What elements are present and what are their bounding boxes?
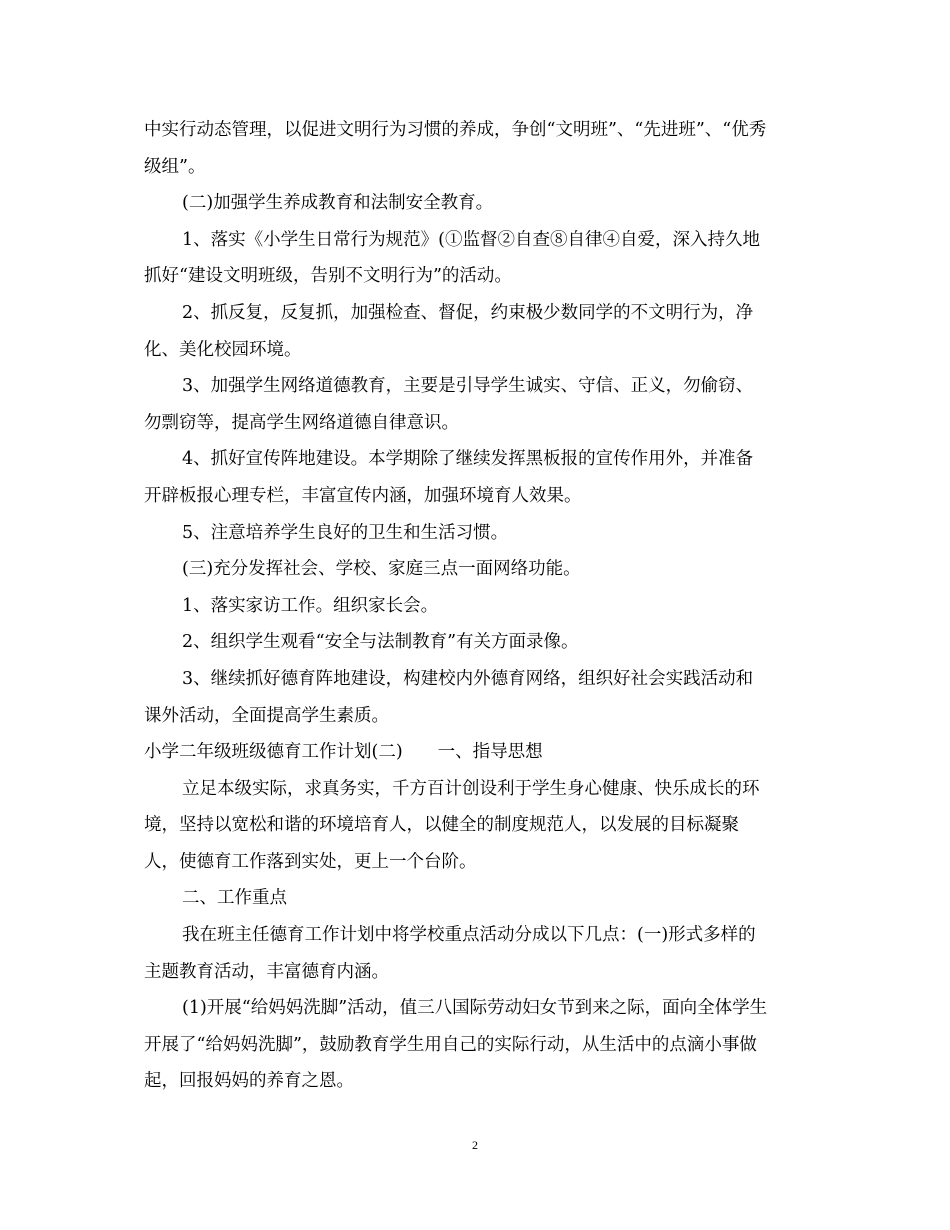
document-subtitle: 小学二年级班级德育工作计划(二) 一、指导思想 xyxy=(144,742,543,763)
page-number: 2 xyxy=(472,1138,478,1152)
text-line: 立足本级实际，求真务实，千方百计创设利于学生身心健康、快乐成长的环 xyxy=(182,778,760,799)
text-line: 4、抓好宣传阵地建设。本学期除了继续发挥黑板报的宣传作用外，并准备 xyxy=(182,449,754,470)
text-line: 勿剽窃等，提高学生网络道德自律意识。 xyxy=(144,412,459,433)
text-line: 2、组织学生观看“安全与法制教育”有关方面录像。 xyxy=(182,632,579,653)
text-line: 人，使德育工作落到实处，更上一个台阶。 xyxy=(144,851,477,872)
section-heading: (三)充分发挥社会、学校、家庭三点一面网络功能。 xyxy=(182,559,581,580)
text-line: 主题教育活动，丰富德育内涵。 xyxy=(144,961,389,982)
text-line: 1、落实《小学生日常行为规范》(①监督②自查⑧自律④自爱，深入持久地 xyxy=(182,229,760,250)
text-line: 3、继续抓好德育阵地建设，构建校内外德育网络，组织好社会实践活动和 xyxy=(182,668,754,689)
text-line: 1、落实家访工作。组织家长会。 xyxy=(182,595,439,616)
text-line: 中实行动态管理，以促进文明行为习惯的养成，争创“文明班”、“先进班”、“优秀 xyxy=(144,120,767,140)
text-line: 我在班主任德育工作计划中将学校重点活动分成以下几点：(一)形式多样的 xyxy=(182,925,756,946)
text-line: 2、抓反复，反复抓，加强检查、督促，约束极少数同学的不文明行为，净 xyxy=(182,302,754,323)
document-body xyxy=(144,112,808,1100)
text-line: 3、加强学生网络道德教育，主要是引导学生诚实、守信、正义，勿偷窃、 xyxy=(182,376,754,397)
text-line: 开展了“给妈妈洗脚”，鼓励教育学生用自己的实际行动，从生活中的点滴小事做 xyxy=(144,1034,757,1055)
text-line: 级组”。 xyxy=(144,156,206,177)
text-line: 化、美化校园环境。 xyxy=(144,339,302,360)
text-line: 抓好“建设文明班级，告别不文明行为”的活动。 xyxy=(144,266,512,287)
section-heading: (二)加强学生养成教育和法制安全教育。 xyxy=(182,193,494,214)
text-line: 境，坚持以宽松和谐的环境培育人，以健全的制度规范人，以发展的目标凝聚 xyxy=(144,815,739,836)
text-line: 课外活动，全面提高学生素质。 xyxy=(144,705,389,726)
text-line: 起，回报妈妈的养育之恩。 xyxy=(144,1071,354,1092)
text-line: (1)开展“给妈妈洗脚”活动，值三八国际劳动妇女节到来之际，面向全体学生 xyxy=(182,998,768,1019)
text-line: 开辟板报心理专栏，丰富宣传内涵，加强环境育人效果。 xyxy=(144,485,582,506)
text-line: 5、注意培养学生良好的卫生和生活习惯。 xyxy=(182,522,509,543)
section-heading: 二、工作重点 xyxy=(182,888,287,909)
